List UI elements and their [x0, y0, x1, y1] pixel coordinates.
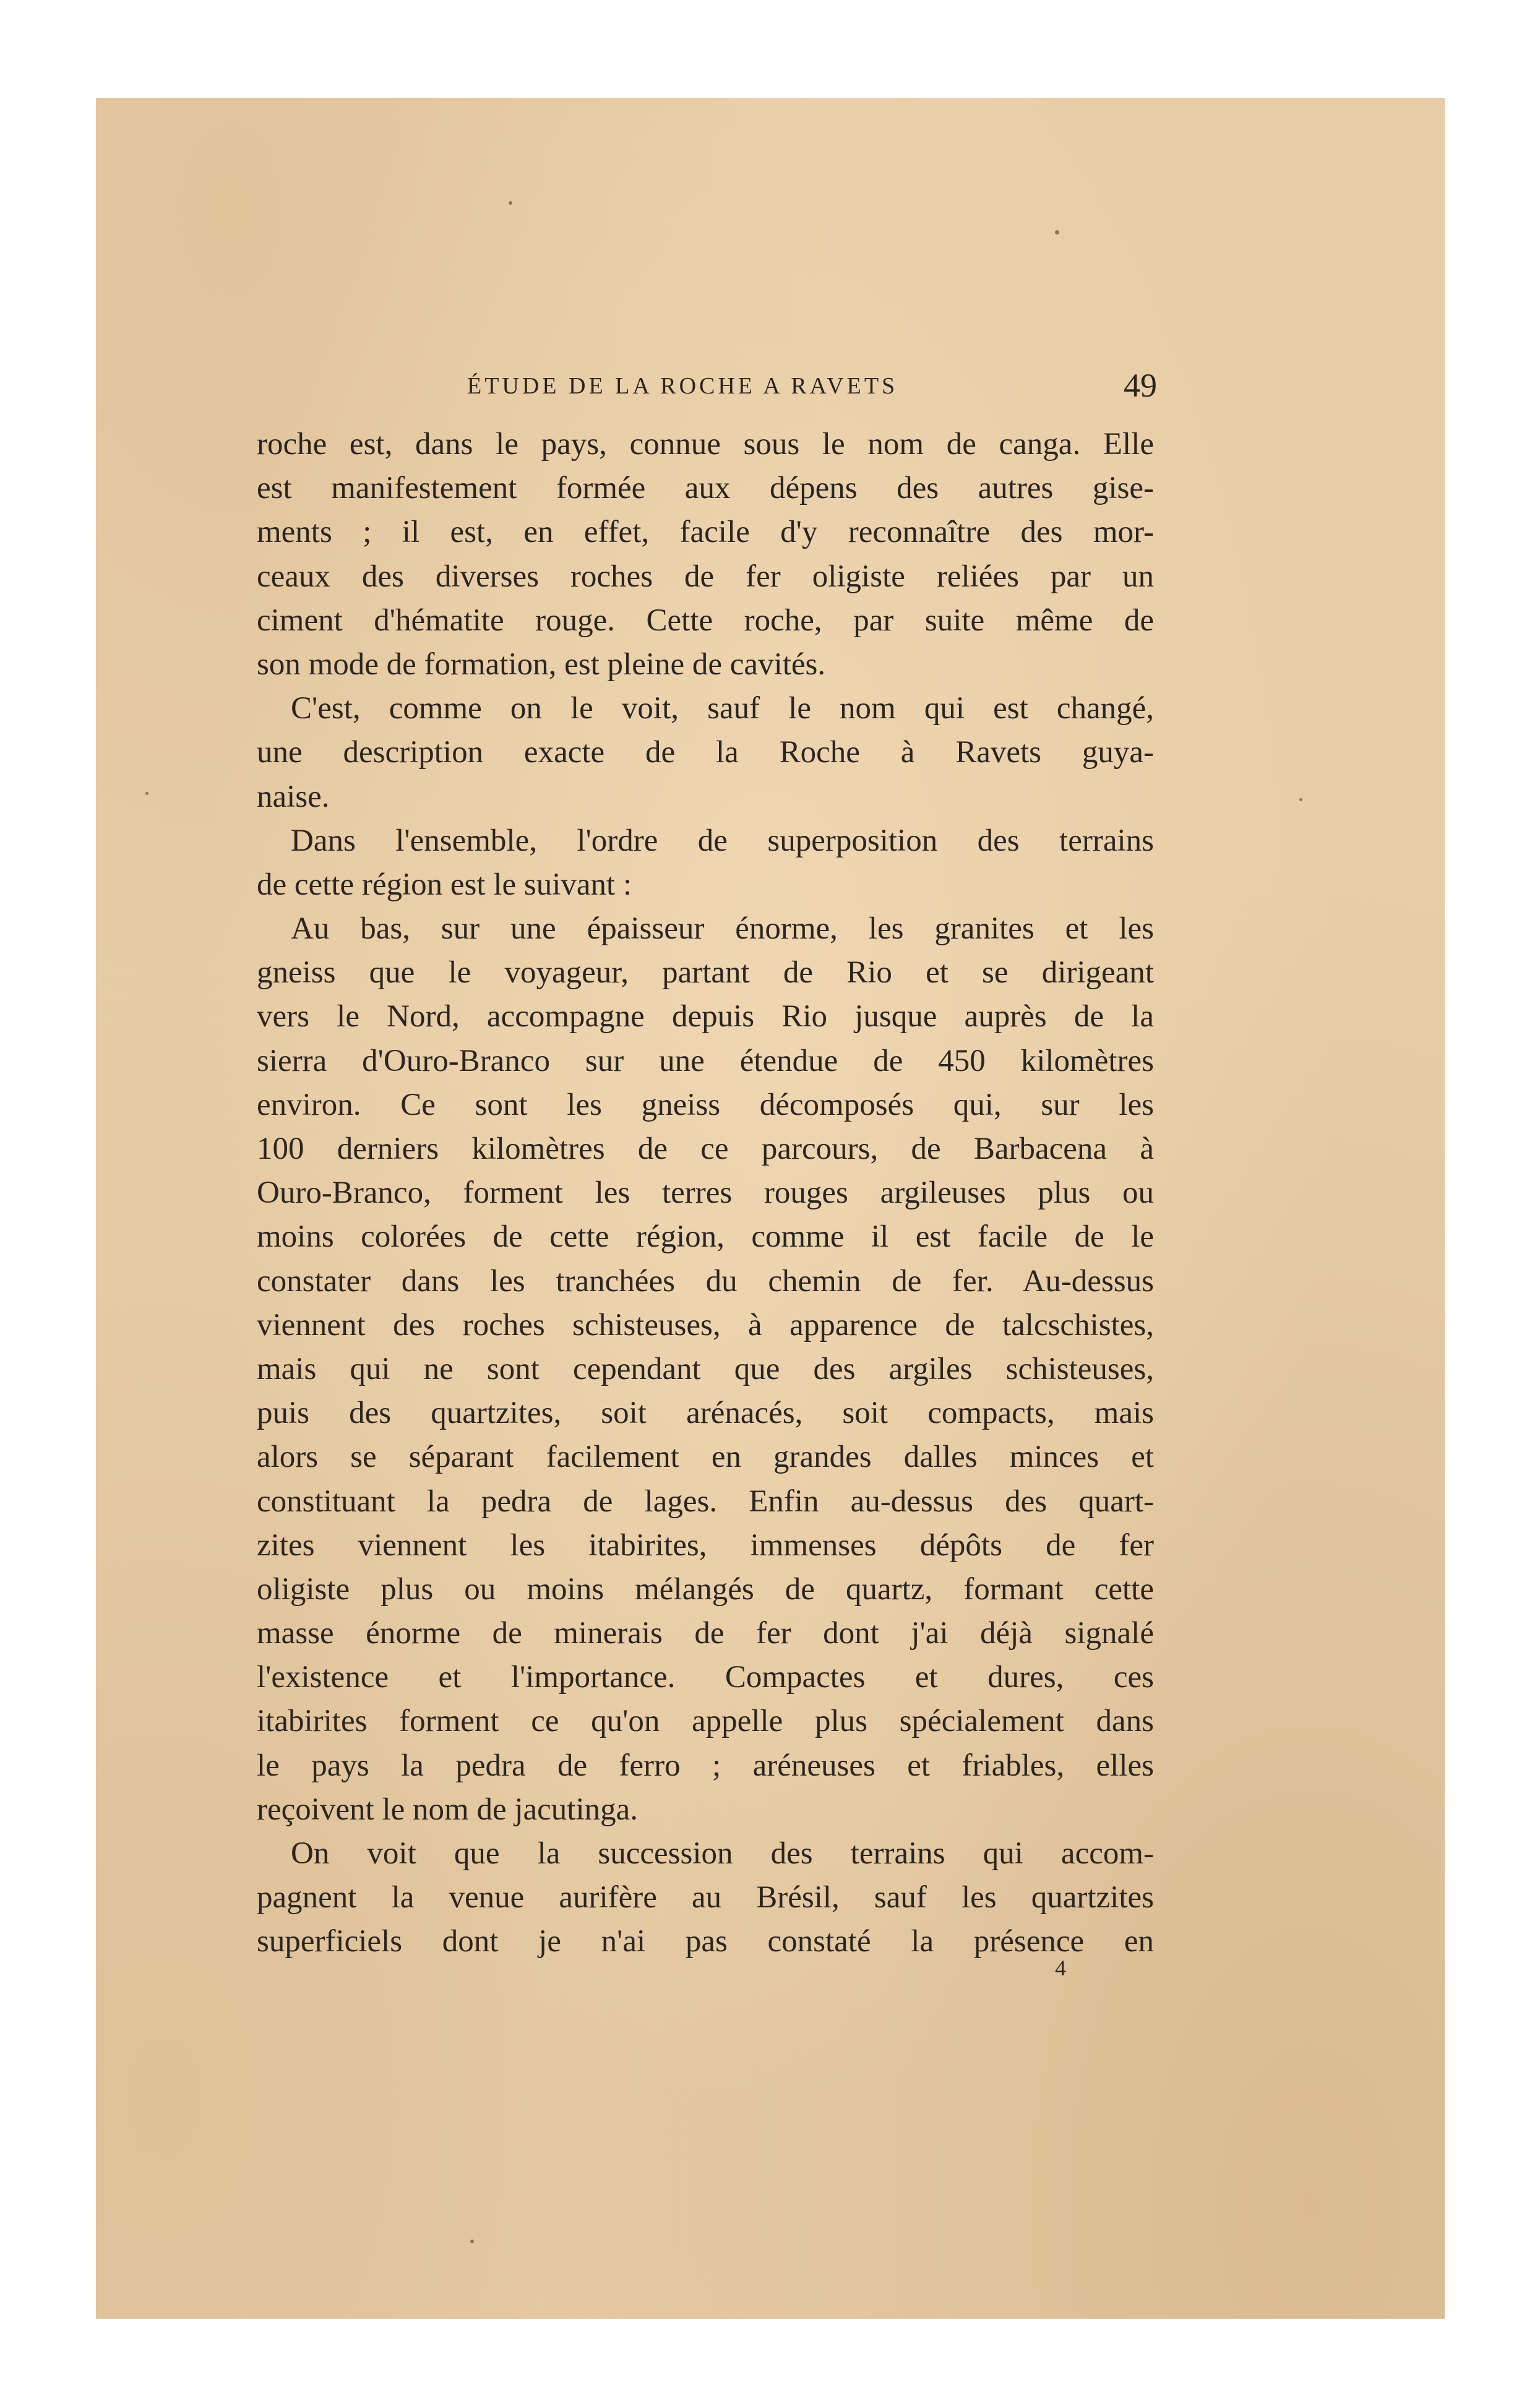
paper-speck [1055, 230, 1059, 234]
paper-speck [1299, 798, 1302, 801]
paper-speck [145, 792, 148, 795]
text-line: On voit que la succession des terrains qui accom- [291, 1836, 1154, 1871]
text-line: moins colorées de cette région, comme il est facile de le [257, 1219, 1154, 1255]
text-line: son mode de formation, est pleine de cavités. [257, 647, 826, 682]
page-number: 49 [1124, 367, 1157, 404]
text-line: C'est, comme on le voit, sauf le nom qui est changé, [291, 691, 1154, 726]
text-line: constituant la pedra de lages. Enfin au-dessus des quart- [257, 1484, 1154, 1519]
paper-speck [470, 2240, 474, 2243]
text-line: ments ; il est, en effet, facile d'y reconnaître des mor- [257, 515, 1154, 550]
text-line: est manifestement formée aux dépens des autres gise- [257, 471, 1154, 506]
signature-mark: 4 [1055, 1956, 1066, 1980]
text-line: gneiss que le voyageur, partant de Rio et se dirigeant [257, 955, 1154, 990]
text-line: pagnent la venue aurifère au Brésil, sauf les quartzites [257, 1880, 1154, 1915]
text-line: sierra d'Ouro-Branco sur une étendue de 450 kilomètres [257, 1043, 1154, 1078]
text-line: vers le Nord, accompagne depuis Rio jusque auprès de la [257, 999, 1154, 1034]
text-line: Ouro-Branco, forment les terres rouges argileuses plus ou [257, 1175, 1154, 1211]
text-line: ciment d'hématite rouge. Cette roche, par suite même de [257, 603, 1154, 638]
text-line: zites viennent les itabirites, immenses dépôts de fer [257, 1527, 1154, 1563]
text-line: environ. Ce sont les gneiss décomposés qui, sur les [257, 1087, 1154, 1122]
text-line: reçoivent le nom de jacutinga. [257, 1792, 639, 1827]
text-line: constater dans les tranchées du chemin de fer. Au-dessus [257, 1263, 1154, 1299]
text-line: puis des quartzites, soit arénacés, soit compacts, mais [257, 1396, 1154, 1431]
text-line: le pays la pedra de ferro ; aréneuses et friables, elles [257, 1748, 1154, 1783]
text-line: mais qui ne sont cependant que des argiles schisteuses, [257, 1351, 1154, 1386]
text-line: ceaux des diverses roches de fer oligiste reliées par un [257, 559, 1154, 594]
paper-speck [509, 201, 512, 205]
text-line: roche est, dans le pays, connue sous le nom de canga. Elle [257, 427, 1154, 462]
running-title: ÉTUDE DE LA ROCHE A RAVETS [467, 373, 898, 399]
text-line: 100 derniers kilomètres de ce parcours, de Barbacena à [257, 1132, 1154, 1166]
text-line: viennent des roches schisteuses, à apparence de talcschistes, [257, 1307, 1154, 1343]
text-line: superficiels dont je n'ai pas constaté la présence en [257, 1924, 1154, 1959]
text-line: oligiste plus ou moins mélangés de quartz, formant cette [257, 1571, 1154, 1607]
text-line: une description exacte de la Roche à Ravets guya- [257, 735, 1154, 770]
text-line: naise. [257, 779, 330, 814]
text-line: de cette région est le suivant : [257, 867, 632, 902]
text-line: alors se séparant facilement en grandes dalles minces et [257, 1440, 1154, 1475]
text-line: Au bas, sur une épaisseur énorme, les granites et les [291, 911, 1154, 947]
text-line: masse énorme de minerais de fer dont j'ai déjà signalé [257, 1616, 1154, 1651]
running-header [467, 366, 1157, 403]
text-line: l'existence et l'importance. Compactes et dures, ces [257, 1660, 1154, 1695]
text-line: itabirites forment ce qu'on appelle plus spécialement dans [257, 1704, 1154, 1739]
body-text [257, 423, 1154, 1964]
text-line: Dans l'ensemble, l'ordre de superposition des terrains [291, 823, 1154, 858]
